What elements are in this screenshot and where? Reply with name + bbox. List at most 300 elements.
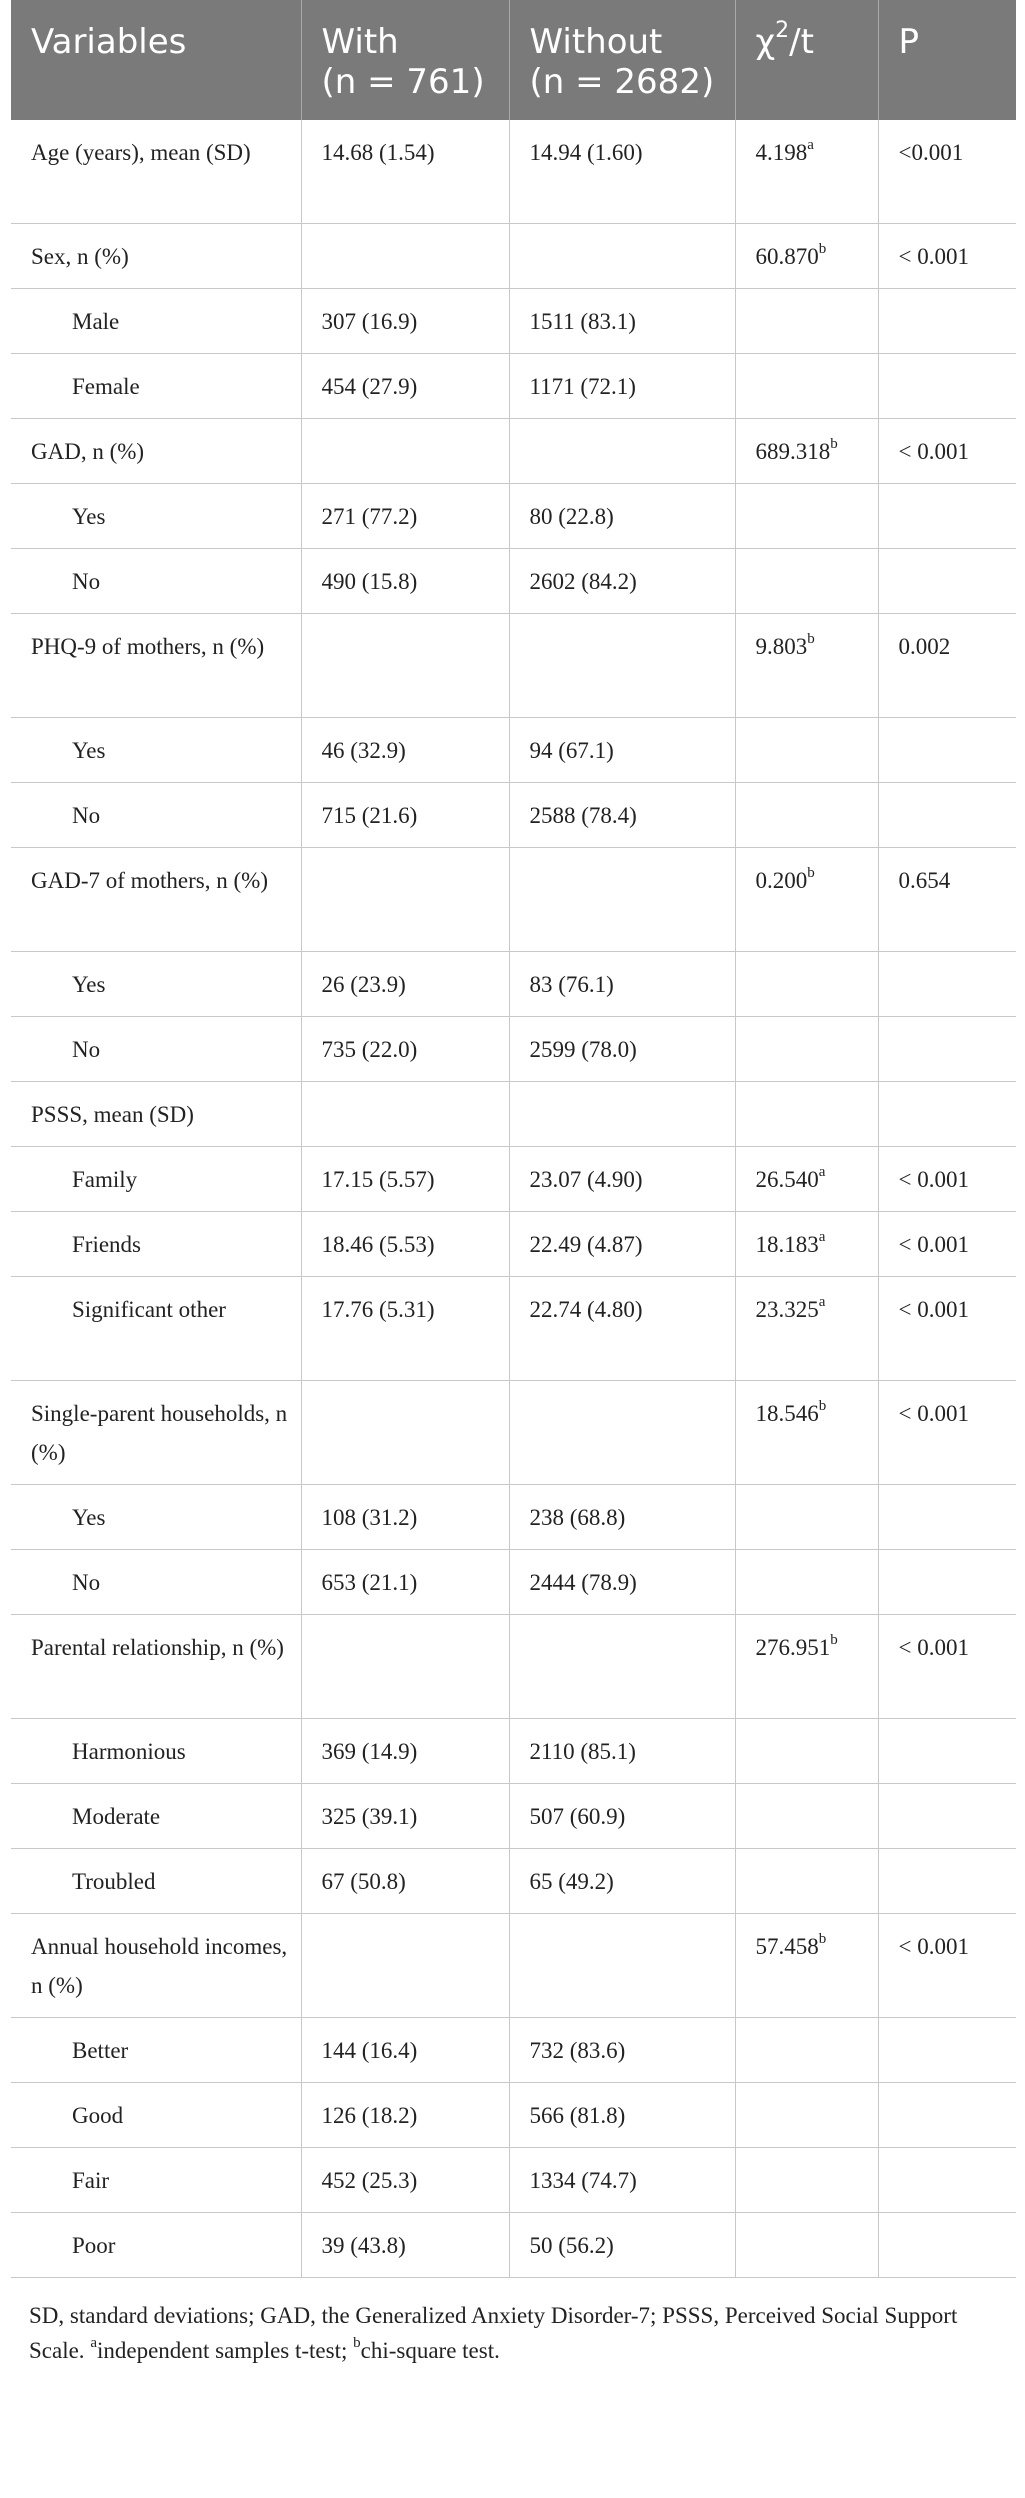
- statistic-footnote-mark: a: [818, 1229, 826, 1246]
- row-with-cell: [301, 2148, 509, 2213]
- row-with-text: 14.68 (1.54): [321, 140, 435, 165]
- row-without-cell: [509, 718, 735, 783]
- row-label-cell: [11, 354, 301, 419]
- statistic-footnote-mark: b: [830, 1632, 838, 1649]
- row-label-cell: [11, 2018, 301, 2083]
- row-statistic-cell: [735, 289, 878, 354]
- row-without-cell: [509, 2213, 735, 2278]
- row-without-cell: [509, 1212, 735, 1277]
- row-p-cell: [878, 1147, 1016, 1212]
- row-label-text: Male: [72, 309, 120, 334]
- table-row: [11, 1784, 1016, 1849]
- row-without-cell: [509, 848, 735, 952]
- row-without-cell: [509, 1615, 735, 1719]
- row-label-text: Harmonious: [72, 1739, 186, 1764]
- row-label-cell: [11, 718, 301, 783]
- data-table: [11, 0, 1016, 2278]
- table-row: [11, 718, 1016, 783]
- row-label-cell: [11, 1082, 301, 1147]
- row-without-text: 1171 (72.1): [529, 374, 636, 399]
- row-with-cell: [301, 120, 509, 224]
- row-with-cell: [301, 1082, 509, 1147]
- row-statistic-cell: [735, 1082, 878, 1147]
- row-p-cell: [878, 1719, 1016, 1784]
- header-p: [878, 0, 1016, 120]
- row-with-text: 735 (22.0): [321, 1037, 418, 1062]
- row-statistic-text: 26.540: [755, 1167, 819, 1192]
- row-statistic-cell: [735, 2018, 878, 2083]
- row-statistic-cell: [735, 783, 878, 848]
- row-label-text: No: [72, 1037, 101, 1062]
- row-with-text: 67 (50.8): [321, 1869, 406, 1894]
- row-p-cell: [878, 2213, 1016, 2278]
- row-with-cell: [301, 848, 509, 952]
- row-without-cell: [509, 2148, 735, 2213]
- table-row: [11, 2083, 1016, 2148]
- row-without-cell: [509, 2083, 735, 2148]
- row-with-text: 17.15 (5.57): [321, 1167, 435, 1192]
- row-without-cell: [509, 1485, 735, 1550]
- row-p-cell: [878, 419, 1016, 484]
- row-statistic-cell: [735, 1615, 878, 1719]
- row-with-cell: [301, 1381, 509, 1485]
- row-label-cell: [11, 1784, 301, 1849]
- table-row: [11, 2213, 1016, 2278]
- row-p-cell: [878, 1849, 1016, 1914]
- row-without-cell: [509, 289, 735, 354]
- row-label-cell: [11, 1212, 301, 1277]
- row-label-text: GAD-7 of mothers, n (%): [31, 868, 268, 893]
- table-row: [11, 354, 1016, 419]
- row-p-text: < 0.001: [898, 244, 969, 269]
- row-statistic-cell: [735, 848, 878, 952]
- row-label-cell: [11, 1719, 301, 1784]
- row-label-text: Family: [72, 1167, 138, 1192]
- row-without-text: 566 (81.8): [529, 2103, 626, 2128]
- row-statistic-cell: [735, 1212, 878, 1277]
- row-statistic-text: 57.458: [755, 1934, 819, 1959]
- row-with-cell: [301, 1485, 509, 1550]
- row-p-cell: [878, 848, 1016, 952]
- statistic-footnote-mark: b: [830, 436, 838, 453]
- row-statistic-text: 276.951: [755, 1635, 831, 1660]
- table-header: [11, 0, 1016, 120]
- table-row: [11, 484, 1016, 549]
- header-with: [301, 0, 509, 120]
- table-row: [11, 1719, 1016, 1784]
- row-without-text: 23.07 (4.90): [529, 1167, 643, 1192]
- row-with-text: 715 (21.6): [321, 803, 418, 828]
- row-without-cell: [509, 1719, 735, 1784]
- table-row: [11, 289, 1016, 354]
- row-statistic-text: 689.318: [755, 439, 831, 464]
- statistic-footnote-mark: b: [818, 241, 827, 258]
- row-label-cell: [11, 1849, 301, 1914]
- row-label-cell: [11, 1381, 301, 1485]
- row-without-text: 80 (22.8): [529, 504, 614, 529]
- row-without-text: 22.49 (4.87): [529, 1232, 643, 1257]
- row-statistic-text: 18.183: [755, 1232, 819, 1257]
- footnote-a-mark: a: [90, 2335, 97, 2352]
- row-without-cell: [509, 484, 735, 549]
- row-p-text: < 0.001: [898, 1401, 969, 1426]
- row-with-cell: [301, 2213, 509, 2278]
- footnote-text: SD, standard deviations; GAD, the Generalized Anxiety Disorder-7; PSSS, Perceived Social Support Scale.: [29, 2303, 958, 2363]
- row-p-cell: [878, 952, 1016, 1017]
- row-label-text: Fair: [72, 2168, 110, 2193]
- row-statistic-cell: [735, 1485, 878, 1550]
- row-statistic-text: 4.198: [755, 140, 808, 165]
- row-without-cell: [509, 1381, 735, 1485]
- row-label-cell: [11, 484, 301, 549]
- row-p-text: 0.002: [898, 634, 951, 659]
- row-with-text: 653 (21.1): [321, 1570, 418, 1595]
- row-with-text: 17.76 (5.31): [321, 1297, 435, 1322]
- row-p-text: < 0.001: [898, 1635, 969, 1660]
- row-label-cell: [11, 614, 301, 718]
- row-without-text: 2602 (84.2): [529, 569, 637, 594]
- row-without-text: 1511 (83.1): [529, 309, 636, 334]
- row-label-cell: [11, 1914, 301, 2018]
- row-label-text: Single-parent households, n (%): [31, 1401, 288, 1465]
- row-without-cell: [509, 1914, 735, 2018]
- table-row: [11, 1147, 1016, 1212]
- table-row: [11, 1550, 1016, 1615]
- table-row: [11, 1615, 1016, 1719]
- row-label-cell: [11, 1277, 301, 1381]
- table-row: [11, 1914, 1016, 2018]
- row-statistic-cell: [735, 1914, 878, 2018]
- statistic-footnote-mark: b: [807, 631, 815, 648]
- row-statistic-cell: [735, 1849, 878, 1914]
- row-p-cell: [878, 2083, 1016, 2148]
- row-without-text: 507 (60.9): [529, 1804, 626, 1829]
- row-label-text: Moderate: [72, 1804, 161, 1829]
- row-statistic-cell: [735, 614, 878, 718]
- row-without-text: 14.94 (1.60): [529, 140, 643, 165]
- row-without-cell: [509, 783, 735, 848]
- row-label-cell: [11, 952, 301, 1017]
- row-without-text: 238 (68.8): [529, 1505, 626, 1530]
- row-statistic-cell: [735, 1719, 878, 1784]
- row-p-cell: [878, 2148, 1016, 2213]
- row-with-cell: [301, 484, 509, 549]
- row-without-text: 2588 (78.4): [529, 803, 637, 828]
- row-statistic-text: 0.200: [755, 868, 808, 893]
- row-label-text: Female: [72, 374, 140, 399]
- row-statistic-text: 23.325: [755, 1297, 819, 1322]
- header-variables-line1: Variables: [31, 22, 187, 62]
- table-row: [11, 1017, 1016, 1082]
- table-row: [11, 1381, 1016, 1485]
- row-with-cell: [301, 1147, 509, 1212]
- row-with-text: 271 (77.2): [321, 504, 418, 529]
- row-label-text: No: [72, 1570, 101, 1595]
- row-label-text: Troubled: [72, 1869, 156, 1894]
- row-without-text: 83 (76.1): [529, 972, 614, 997]
- header-without-line2: (n = 2682): [529, 62, 715, 102]
- row-label-text: Yes: [72, 1505, 106, 1530]
- row-statistic-text: 60.870: [755, 244, 819, 269]
- row-with-cell: [301, 718, 509, 783]
- row-without-text: 50 (56.2): [529, 2233, 614, 2258]
- header-without-line1: Without: [529, 22, 663, 62]
- row-label-cell: [11, 2213, 301, 2278]
- row-without-cell: [509, 549, 735, 614]
- row-statistic-cell: [735, 549, 878, 614]
- row-label-cell: [11, 2083, 301, 2148]
- row-with-text: 490 (15.8): [321, 569, 418, 594]
- row-label-cell: [11, 783, 301, 848]
- header-with-line1: With: [321, 22, 399, 62]
- row-with-cell: [301, 783, 509, 848]
- row-label-cell: [11, 549, 301, 614]
- row-with-text: 108 (31.2): [321, 1505, 418, 1530]
- row-with-text: 307 (16.9): [321, 309, 418, 334]
- row-label-text: Sex, n (%): [31, 244, 129, 269]
- row-label-cell: [11, 419, 301, 484]
- header-with-line2: (n = 761): [321, 62, 485, 102]
- row-with-cell: [301, 549, 509, 614]
- row-label-cell: [11, 120, 301, 224]
- row-label-cell: [11, 1147, 301, 1212]
- row-without-cell: [509, 1849, 735, 1914]
- row-p-text: < 0.001: [898, 439, 969, 464]
- header-p-line1: P: [898, 22, 920, 62]
- row-statistic-cell: [735, 1550, 878, 1615]
- row-with-cell: [301, 1615, 509, 1719]
- row-p-cell: [878, 1017, 1016, 1082]
- row-label-text: Friends: [72, 1232, 141, 1257]
- row-statistic-cell: [735, 2083, 878, 2148]
- row-p-cell: [878, 1277, 1016, 1381]
- row-without-text: 732 (83.6): [529, 2038, 626, 2063]
- row-with-text: 18.46 (5.53): [321, 1232, 435, 1257]
- footnote-a-text: independent samples t-test;: [96, 2338, 354, 2363]
- row-p-cell: [878, 289, 1016, 354]
- row-with-cell: [301, 1212, 509, 1277]
- table-row: [11, 120, 1016, 224]
- table-row: [11, 1485, 1016, 1550]
- row-label-text: Better: [72, 2038, 129, 2063]
- row-p-text: < 0.001: [898, 1934, 969, 1959]
- table-row: [11, 2148, 1016, 2213]
- row-p-cell: [878, 1550, 1016, 1615]
- row-label-text: Yes: [72, 738, 106, 763]
- table-row: [11, 1082, 1016, 1147]
- row-without-text: 1334 (74.7): [529, 2168, 637, 2193]
- row-label-text: Significant other: [72, 1297, 226, 1322]
- row-statistic-cell: [735, 1277, 878, 1381]
- row-without-cell: [509, 419, 735, 484]
- row-with-cell: [301, 1550, 509, 1615]
- row-without-cell: [509, 2018, 735, 2083]
- header-statistic: [735, 0, 878, 120]
- row-with-cell: [301, 2083, 509, 2148]
- row-statistic-text: 18.546: [755, 1401, 819, 1426]
- row-p-cell: [878, 224, 1016, 289]
- row-label-cell: [11, 224, 301, 289]
- row-statistic-text: 9.803: [755, 634, 808, 659]
- row-without-cell: [509, 120, 735, 224]
- row-p-cell: [878, 1914, 1016, 2018]
- row-statistic-cell: [735, 354, 878, 419]
- row-statistic-cell: [735, 484, 878, 549]
- row-without-text: 2110 (85.1): [529, 1739, 636, 1764]
- row-label-text: No: [72, 803, 101, 828]
- table-footnote: [11, 2278, 1016, 2368]
- footnote-b-mark: b: [353, 2335, 361, 2352]
- table-row: [11, 848, 1016, 952]
- statistic-footnote-mark: b: [818, 1931, 827, 1948]
- row-with-text: 46 (32.9): [321, 738, 406, 763]
- row-p-cell: [878, 2018, 1016, 2083]
- row-with-text: 452 (25.3): [321, 2168, 418, 2193]
- row-with-cell: [301, 952, 509, 1017]
- row-without-text: 94 (67.1): [529, 738, 614, 763]
- row-label-text: PSSS, mean (SD): [31, 1102, 194, 1127]
- row-without-cell: [509, 952, 735, 1017]
- row-statistic-cell: [735, 952, 878, 1017]
- row-statistic-cell: [735, 120, 878, 224]
- row-label-text: Yes: [72, 504, 106, 529]
- table-body: [11, 120, 1016, 2278]
- table-row: [11, 783, 1016, 848]
- row-without-cell: [509, 1017, 735, 1082]
- row-label-text: Good: [72, 2103, 124, 2128]
- table-row: [11, 224, 1016, 289]
- row-without-cell: [509, 354, 735, 419]
- row-statistic-cell: [735, 1381, 878, 1485]
- header-statistic-label: $\chi^2/t$: [755, 17, 814, 62]
- row-without-text: 2444 (78.9): [529, 1570, 637, 1595]
- table-row: [11, 2018, 1016, 2083]
- row-p-cell: [878, 354, 1016, 419]
- row-p-cell: [878, 120, 1016, 224]
- row-p-cell: [878, 614, 1016, 718]
- row-label-cell: [11, 1017, 301, 1082]
- row-with-cell: [301, 224, 509, 289]
- row-statistic-cell: [735, 1784, 878, 1849]
- row-p-cell: [878, 1485, 1016, 1550]
- row-statistic-cell: [735, 419, 878, 484]
- row-label-cell: [11, 1615, 301, 1719]
- row-label-cell: [11, 1485, 301, 1550]
- table-row: [11, 419, 1016, 484]
- row-statistic-cell: [735, 224, 878, 289]
- row-label-cell: [11, 848, 301, 952]
- statistic-footnote-mark: a: [818, 1164, 826, 1181]
- row-with-cell: [301, 1849, 509, 1914]
- row-p-cell: [878, 1212, 1016, 1277]
- table-row: [11, 614, 1016, 718]
- row-label-text: Yes: [72, 972, 106, 997]
- row-with-cell: [301, 1277, 509, 1381]
- row-with-text: 39 (43.8): [321, 2233, 406, 2258]
- row-p-text: < 0.001: [898, 1167, 969, 1192]
- row-statistic-cell: [735, 2213, 878, 2278]
- header-variables: [11, 0, 301, 120]
- row-with-cell: [301, 1914, 509, 2018]
- row-with-text: 144 (16.4): [321, 2038, 418, 2063]
- row-label-text: GAD, n (%): [31, 439, 145, 464]
- statistic-footnote-mark: a: [807, 137, 814, 154]
- row-with-cell: [301, 1719, 509, 1784]
- table-container: [11, 0, 1016, 2368]
- row-with-text: 126 (18.2): [321, 2103, 418, 2128]
- row-with-text: 369 (14.9): [321, 1739, 418, 1764]
- row-without-cell: [509, 1082, 735, 1147]
- row-p-cell: [878, 549, 1016, 614]
- row-p-cell: [878, 1784, 1016, 1849]
- row-with-text: 325 (39.1): [321, 1804, 418, 1829]
- row-without-text: 65 (49.2): [529, 1869, 614, 1894]
- row-without-cell: [509, 614, 735, 718]
- row-p-cell: [878, 718, 1016, 783]
- row-p-cell: [878, 1381, 1016, 1485]
- row-with-cell: [301, 1784, 509, 1849]
- row-label-text: PHQ-9 of mothers, n (%): [31, 634, 265, 659]
- row-without-text: 22.74 (4.80): [529, 1297, 643, 1322]
- row-p-cell: [878, 1082, 1016, 1147]
- statistic-footnote-mark: b: [818, 1398, 827, 1415]
- statistic-footnote-mark: b: [807, 865, 815, 882]
- row-with-text: 26 (23.9): [321, 972, 406, 997]
- table-row: [11, 1849, 1016, 1914]
- row-without-cell: [509, 1550, 735, 1615]
- row-label-text: No: [72, 569, 101, 594]
- row-with-cell: [301, 1017, 509, 1082]
- row-without-cell: [509, 1147, 735, 1212]
- row-label-cell: [11, 289, 301, 354]
- row-label-cell: [11, 1550, 301, 1615]
- table-row: [11, 549, 1016, 614]
- row-label-text: Age (years), mean (SD): [31, 140, 251, 165]
- row-p-cell: [878, 484, 1016, 549]
- row-label-text: Parental relationship, n (%): [31, 1635, 284, 1660]
- row-statistic-cell: [735, 1017, 878, 1082]
- row-p-text: 0.654: [898, 868, 951, 893]
- row-with-cell: [301, 289, 509, 354]
- row-with-cell: [301, 2018, 509, 2083]
- table-row: [11, 1212, 1016, 1277]
- row-p-cell: [878, 1615, 1016, 1719]
- row-without-cell: [509, 224, 735, 289]
- header-row: [11, 0, 1016, 120]
- row-label-text: Annual household incomes, n (%): [31, 1934, 288, 1998]
- footnote-b-text: chi-square test.: [360, 2338, 500, 2363]
- row-without-cell: [509, 1784, 735, 1849]
- header-without: [509, 0, 735, 120]
- row-statistic-cell: [735, 2148, 878, 2213]
- row-p-text: < 0.001: [898, 1232, 969, 1257]
- table-row: [11, 1277, 1016, 1381]
- row-label-cell: [11, 2148, 301, 2213]
- row-p-text: < 0.001: [898, 1297, 969, 1322]
- row-p-cell: [878, 783, 1016, 848]
- row-statistic-cell: [735, 1147, 878, 1212]
- statistic-footnote-mark: a: [818, 1294, 826, 1311]
- row-statistic-cell: [735, 718, 878, 783]
- row-label-text: Poor: [72, 2233, 116, 2258]
- table-row: [11, 952, 1016, 1017]
- row-with-text: 454 (27.9): [321, 374, 418, 399]
- row-with-cell: [301, 354, 509, 419]
- row-with-cell: [301, 419, 509, 484]
- row-p-text: <0.001: [898, 140, 964, 165]
- row-without-cell: [509, 1277, 735, 1381]
- row-without-text: 2599 (78.0): [529, 1037, 637, 1062]
